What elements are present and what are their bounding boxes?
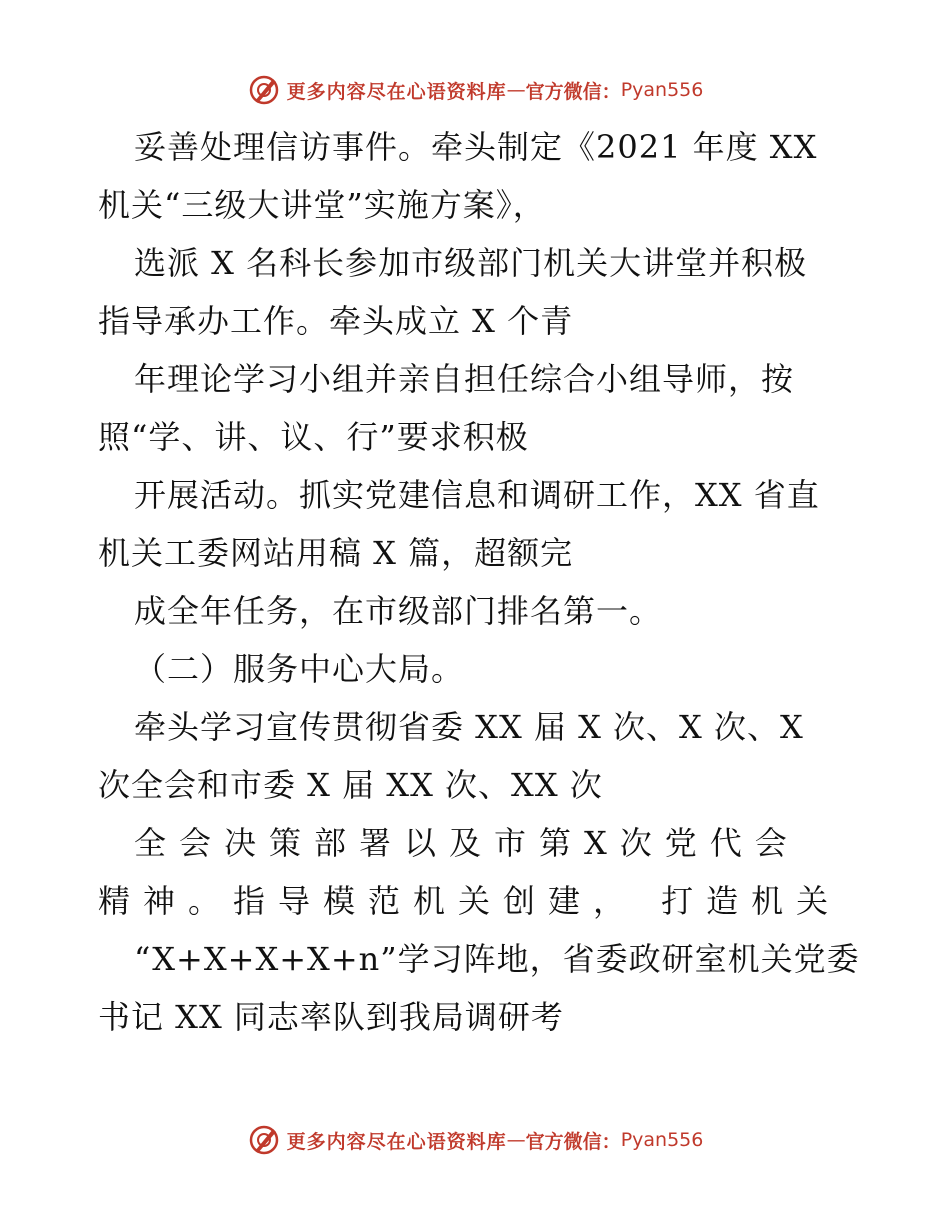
text-line: 机关“三级大讲堂”实施方案》， [98,186,546,224]
text-line: 机关工委网站用稿 X 篇，超额完 [98,534,574,572]
brush-logo-icon [247,73,281,107]
text-line: 指导承办工作。牵头成立 X 个青 [98,302,574,340]
section-heading: （二）服务中心大局。 [134,650,465,688]
brush-logo-icon [247,1123,281,1157]
text-line: 选派 X 名科长参加市级部门机关大讲堂并积极 [134,244,808,282]
text-line: 成全年任务，在市级部门排名第一。 [134,592,663,630]
banner-title: 更多内容尽在心语资料库 [286,80,507,103]
text-line: 年理论学习小组并亲自担任综合小组导师，按 [134,360,795,398]
text-line: 照“学、讲、议、行”要求积极 [98,418,529,456]
banner-wechat-label: 官方微信： [525,80,621,103]
text-line: “X+X+X+X+n”学习阵地，省委政研室机关党委 [134,940,860,978]
text-line: 书记 XX 同志率队到我局调研考 [98,998,564,1036]
text-line: 次全会和市委 X 届 XX 次、XX 次 [98,766,603,804]
banner-wechat-id: Pyan556 [620,1129,704,1151]
banner-separator: — [506,1129,526,1151]
text-line: 精神。指导模范机关创建， 打造机关 [98,882,842,920]
text-line: 全会决策部署以及市第X次党代会 [134,824,800,862]
banner-separator: — [506,79,526,101]
banner-title: 更多内容尽在心语资料库 [286,1130,507,1153]
text-line: 牵头学习宣传贯彻省委 XX 届 X 次、X 次、X [134,708,804,746]
text-line: 妥善处理信访事件。牵头制定《2021 年度 XX [134,128,818,166]
document-body [98,118,858,1046]
text-line: 开展活动。抓实党建信息和调研工作，XX 省直 [134,476,820,514]
footer-banner [0,1120,950,1160]
banner-wechat-id: Pyan556 [620,79,704,101]
banner-wechat-label: 官方微信： [525,1130,621,1153]
header-banner [0,70,950,110]
